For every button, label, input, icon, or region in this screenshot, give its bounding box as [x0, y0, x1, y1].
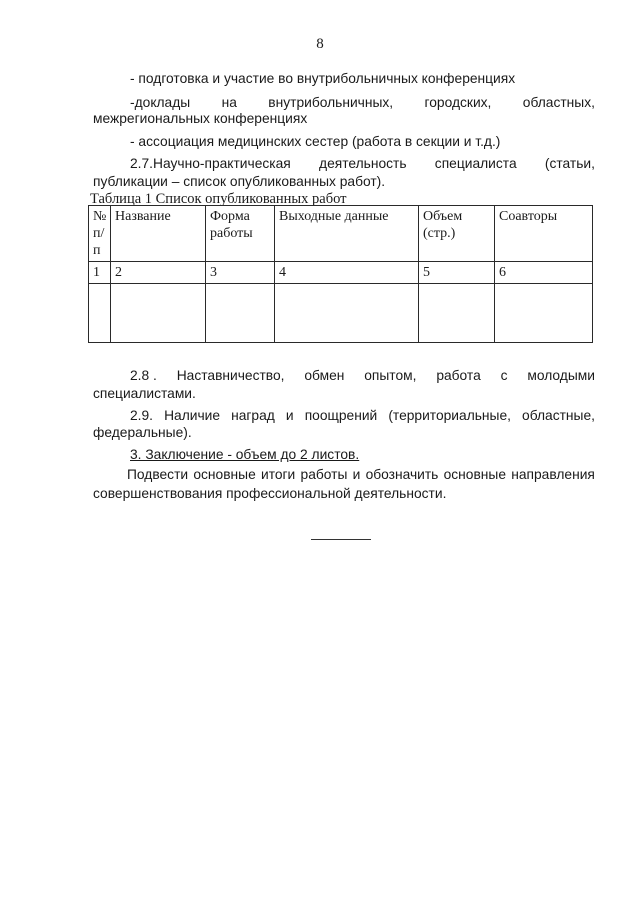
word: с [500, 368, 508, 383]
section-2-7-cont: публикации – список опубликованных работ). [93, 174, 386, 189]
word: итоги [260, 467, 296, 482]
word: Наличие [164, 408, 221, 423]
page-number: 8 [316, 36, 324, 52]
word: деятельность [319, 156, 407, 171]
table-empty-row [89, 284, 593, 343]
header-cell: Объем (стр.) [419, 206, 495, 262]
word: городских, [424, 95, 492, 110]
empty-cell [419, 284, 495, 343]
number-cell: 1 [89, 262, 111, 284]
word: 2.7.Научно-практическая [130, 156, 291, 171]
number-cell: 6 [495, 262, 593, 284]
word: внутрибольничных, [268, 95, 394, 110]
word: основные [443, 467, 507, 482]
header-cell: Название [111, 206, 206, 262]
word: и [352, 467, 361, 482]
closing-divider [311, 539, 371, 540]
word: (территориальные, [388, 408, 511, 423]
empty-cell [206, 284, 275, 343]
header-cell: № п/ п [89, 206, 111, 262]
section-2-9-cont: федеральные). [93, 425, 192, 440]
table-number-row [89, 262, 593, 284]
empty-cell [495, 284, 593, 343]
word: (статьи, [544, 156, 595, 171]
section-3-heading: 3. Заключение - объем до 2 листов. [130, 447, 360, 462]
word: работы [300, 467, 348, 482]
word: Подвести [127, 467, 189, 482]
word: 2.8 . [130, 368, 157, 383]
word: на [221, 95, 237, 110]
section-2-7-line [130, 155, 595, 173]
section-2-9-line [130, 407, 595, 425]
word: обозначить [365, 467, 439, 482]
empty-cell [111, 284, 206, 343]
word: областные, [522, 408, 595, 423]
item-conferences: - подготовка и участие во внутрибольничных конференциях [130, 71, 516, 86]
word: обмен [304, 368, 345, 383]
publications-table [88, 205, 593, 343]
number-cell: 4 [275, 262, 419, 284]
number-cell: 2 [111, 262, 206, 284]
table-caption: Таблица 1 Список опубликованных работ [90, 191, 347, 207]
word: основные [193, 467, 256, 482]
word: поощрений [304, 408, 378, 423]
word: молодыми [527, 368, 595, 383]
number-cell: 3 [206, 262, 275, 284]
word: направления [511, 467, 595, 482]
header-cell: Форма работы [206, 206, 275, 262]
section-3-cont: совершенствования профессиональной деятельности. [93, 486, 447, 501]
header-cell: Выходные данные [275, 206, 419, 262]
header-cell: Соавторы [495, 206, 593, 262]
empty-cell [89, 284, 111, 343]
number-cell: 5 [419, 262, 495, 284]
word: специалиста [434, 156, 517, 171]
word: Наставничество, [176, 368, 285, 383]
section-2-8-cont: специалистами. [93, 386, 196, 401]
word: областных, [522, 95, 595, 110]
word: -доклады [130, 95, 191, 110]
item-association: - ассоциация медицинских сестер (работа в секции и т.д.) [130, 134, 501, 149]
word: и [285, 408, 294, 423]
section-2-8-line [130, 367, 595, 385]
word: работа [436, 368, 481, 383]
section-3-line [127, 466, 595, 484]
table-header-row [89, 206, 593, 262]
word: наград [231, 408, 275, 423]
empty-cell [275, 284, 419, 343]
word: опытом, [364, 368, 417, 383]
word: 2.9. [130, 408, 154, 423]
item-reports-cont: межрегиональных конференциях [93, 111, 308, 126]
